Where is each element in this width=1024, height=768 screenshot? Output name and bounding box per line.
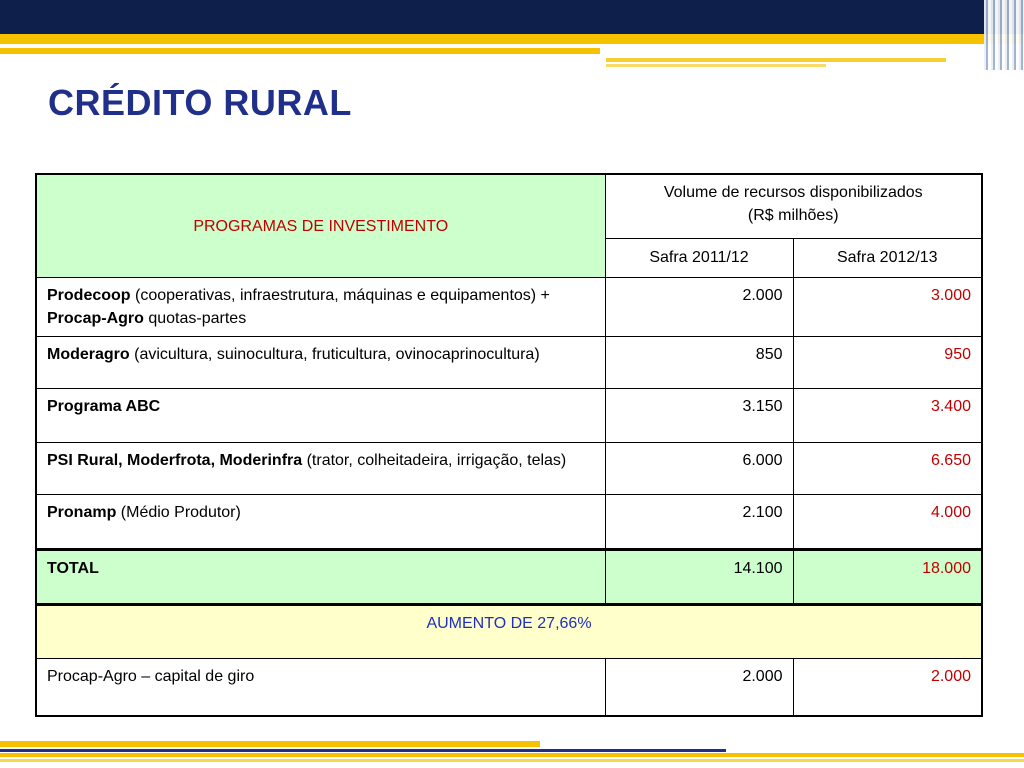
aumento-row xyxy=(36,605,982,659)
table-row xyxy=(36,337,982,389)
total-label-text: TOTAL xyxy=(47,560,99,577)
header-safra-2011: Safra 2011/12 xyxy=(605,238,793,277)
program-desc: (trator, colheitadeira, irrigação, telas) xyxy=(302,452,567,469)
header-volume-line2: (R$ milhões) xyxy=(747,207,839,224)
value-2012: 6.650 xyxy=(793,443,982,495)
program-desc: (cooperativas, infraestrutura, máquinas e equipamentos) + xyxy=(130,287,550,304)
top-navy-bar xyxy=(0,0,1024,34)
header-safra-2012: Safra 2012/13 xyxy=(793,238,982,277)
program-cell xyxy=(36,495,605,550)
value-2011: 6.000 xyxy=(605,443,793,495)
program-desc: (avicultura, suinocultura, fruticultura, ovinocaprinocultura) xyxy=(129,346,540,363)
table-row xyxy=(36,495,982,550)
total-2011: 14.100 xyxy=(605,550,793,605)
program-cell xyxy=(36,337,605,389)
top-gold-line xyxy=(0,48,600,54)
bottom-gold-bar xyxy=(0,741,540,747)
program-desc-2: quotas-partes xyxy=(143,310,247,327)
program-name: Moderagro xyxy=(47,346,130,363)
value-2011: 850 xyxy=(605,337,793,389)
program-cell xyxy=(36,443,605,495)
bottom-navy-line xyxy=(0,749,726,752)
total-label xyxy=(36,550,605,605)
table-row xyxy=(36,443,982,495)
program-name: Programa ABC xyxy=(47,398,161,415)
value-2012: 2.000 xyxy=(793,659,982,717)
table-header-row xyxy=(36,174,982,238)
header-volume-line1: Volume de recursos disponibilizados xyxy=(663,184,923,201)
top-gold-bar xyxy=(0,34,1024,44)
top-gold-line-shorter xyxy=(606,64,826,67)
bottom-gold-line-2 xyxy=(0,759,1024,762)
program-name: PSI Rural, Moderfrota, Moderinfra xyxy=(47,452,303,469)
header-programs: PROGRAMAS DE INVESTIMENTO xyxy=(36,174,605,278)
program-name: Prodecoop xyxy=(47,287,131,304)
value-2012: 4.000 xyxy=(793,495,982,550)
table-row xyxy=(36,278,982,337)
aumento-cell: AUMENTO DE 27,66% xyxy=(36,605,982,659)
value-2012: 950 xyxy=(793,337,982,389)
value-2012: 3.000 xyxy=(793,278,982,337)
header-volume xyxy=(605,174,982,238)
top-right-stripes xyxy=(984,0,1024,70)
table-row xyxy=(36,659,982,717)
credit-table xyxy=(35,173,983,717)
program-cell xyxy=(36,389,605,443)
program-name: Pronamp xyxy=(47,504,117,521)
bottom-gold-line xyxy=(0,753,1024,757)
value-2011: 2.000 xyxy=(605,659,793,717)
value-2011: 2.000 xyxy=(605,278,793,337)
program-cell xyxy=(36,278,605,337)
top-gold-line-short xyxy=(606,58,946,62)
program-desc: (Médio Produtor) xyxy=(116,504,241,521)
program-name-2: Procap-Agro xyxy=(47,310,144,327)
value-2011: 3.150 xyxy=(605,389,793,443)
program-cell: Procap-Agro – capital de giro xyxy=(36,659,605,717)
table-row xyxy=(36,389,982,443)
total-2012: 18.000 xyxy=(793,550,982,605)
value-2012: 3.400 xyxy=(793,389,982,443)
value-2011: 2.100 xyxy=(605,495,793,550)
total-row xyxy=(36,550,982,605)
slide-title: CRÉDITO RURAL xyxy=(48,82,352,123)
